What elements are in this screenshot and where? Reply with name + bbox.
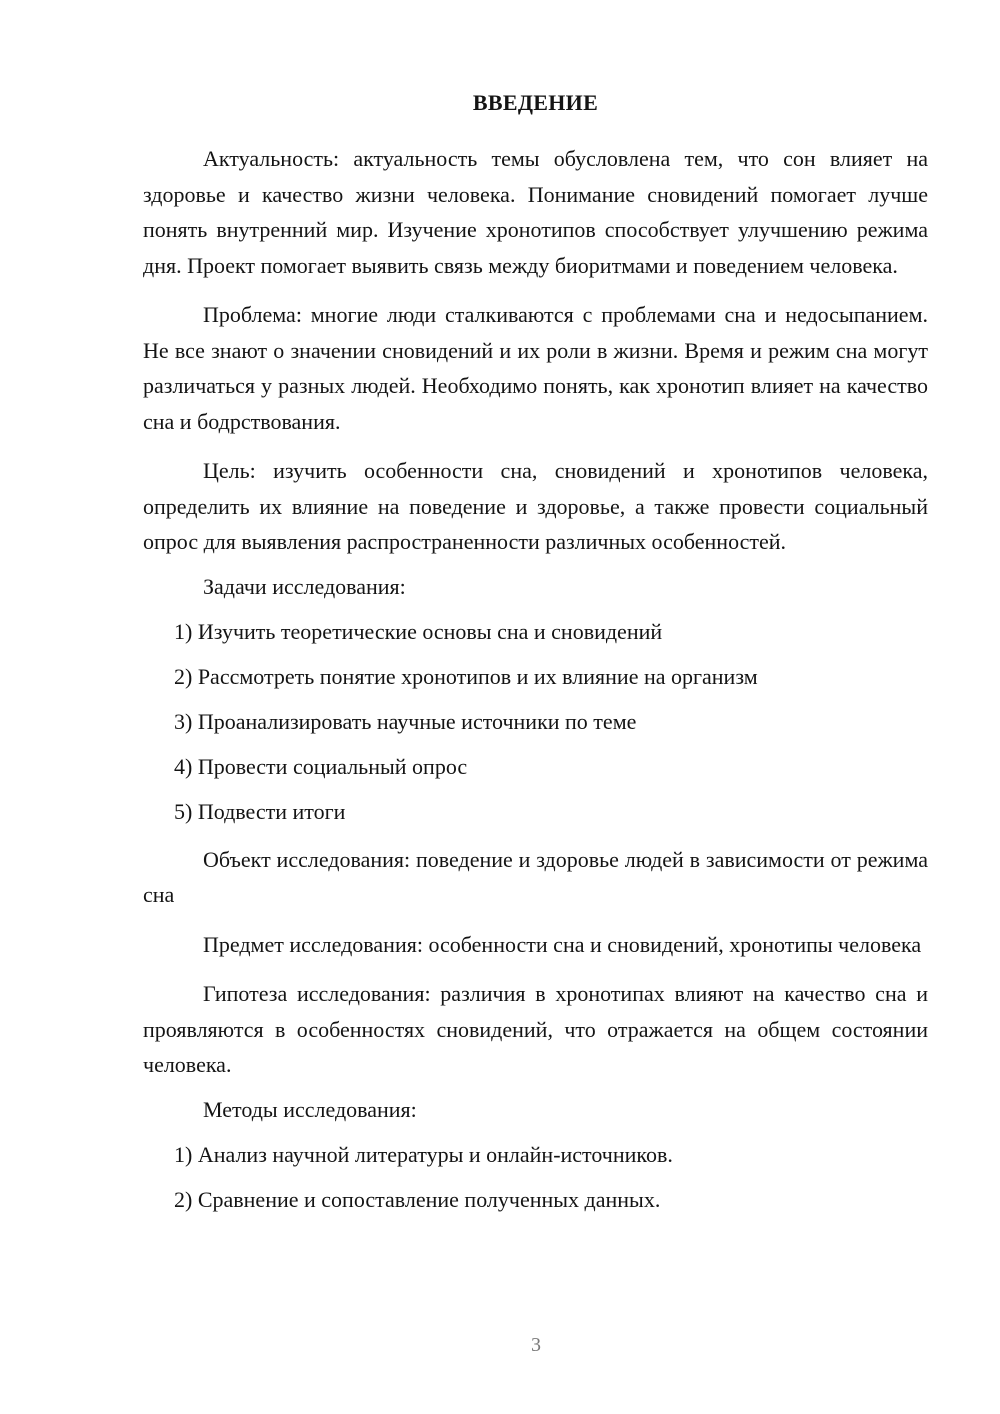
section-title: ВВЕДЕНИЕ [472, 90, 599, 115]
relevance-paragraph: Актуальность: актуальность темы обусловлена тем, что сон влияет на здоровье и качество жизни человека. Понимание сновидений помогает лучше понять внутренний мир. Изучение хронотипов способствует улучшению режима дня. Проект помогает выявить связь между биоритмами и поведением человека. [143, 146, 928, 278]
hypothesis-paragraph: Гипотеза исследования: различия в хронотипах влияют на качество сна и проявляются в особенностях сновидений, что отражается на общем состоянии человека. [143, 981, 928, 1077]
tasks-list [143, 617, 928, 827]
tasks-heading: Задачи исследования: [203, 573, 406, 599]
task-item: 3) Проанализировать научные источники по теме [174, 708, 637, 734]
methods-list [143, 1140, 928, 1215]
document-page [143, 90, 928, 1230]
task-item: 2) Рассмотреть понятие хронотипов и их влияние на организм [174, 663, 758, 689]
problem-paragraph: Проблема: многие люди сталкиваются с проблемами сна и недосыпанием. Не все знают о значении сновидений и их роли в жизни. Время и режим сна могут различаться у разных людей. Необходимо понять, как хронотип влияет на качество сна и бодрствования. [143, 302, 928, 434]
task-item: 1) Изучить теоретические основы сна и сновидений [174, 618, 663, 644]
page-number: 3 [531, 1334, 541, 1356]
goal-paragraph: Цель: изучить особенности сна, сновидений и хронотипов человека, определить их влияние на поведение и здоровье, а также провести социальный опрос для выявления распространенности различных особенностей. [143, 458, 928, 554]
methods-heading: Методы исследования: [203, 1096, 417, 1122]
method-item: 2) Сравнение и сопоставление полученных данных. [174, 1186, 661, 1212]
task-item: 4) Провести социальный опрос [174, 753, 468, 779]
object-paragraph: Объект исследования: поведение и здоровье людей в зависимости от режима сна [143, 846, 928, 907]
subject-paragraph: Предмет исследования: особенности сна и сновидений, хронотипы человека [203, 931, 922, 957]
task-item: 5) Подвести итоги [174, 798, 346, 824]
method-item: 1) Анализ научной литературы и онлайн-источников. [174, 1141, 673, 1167]
